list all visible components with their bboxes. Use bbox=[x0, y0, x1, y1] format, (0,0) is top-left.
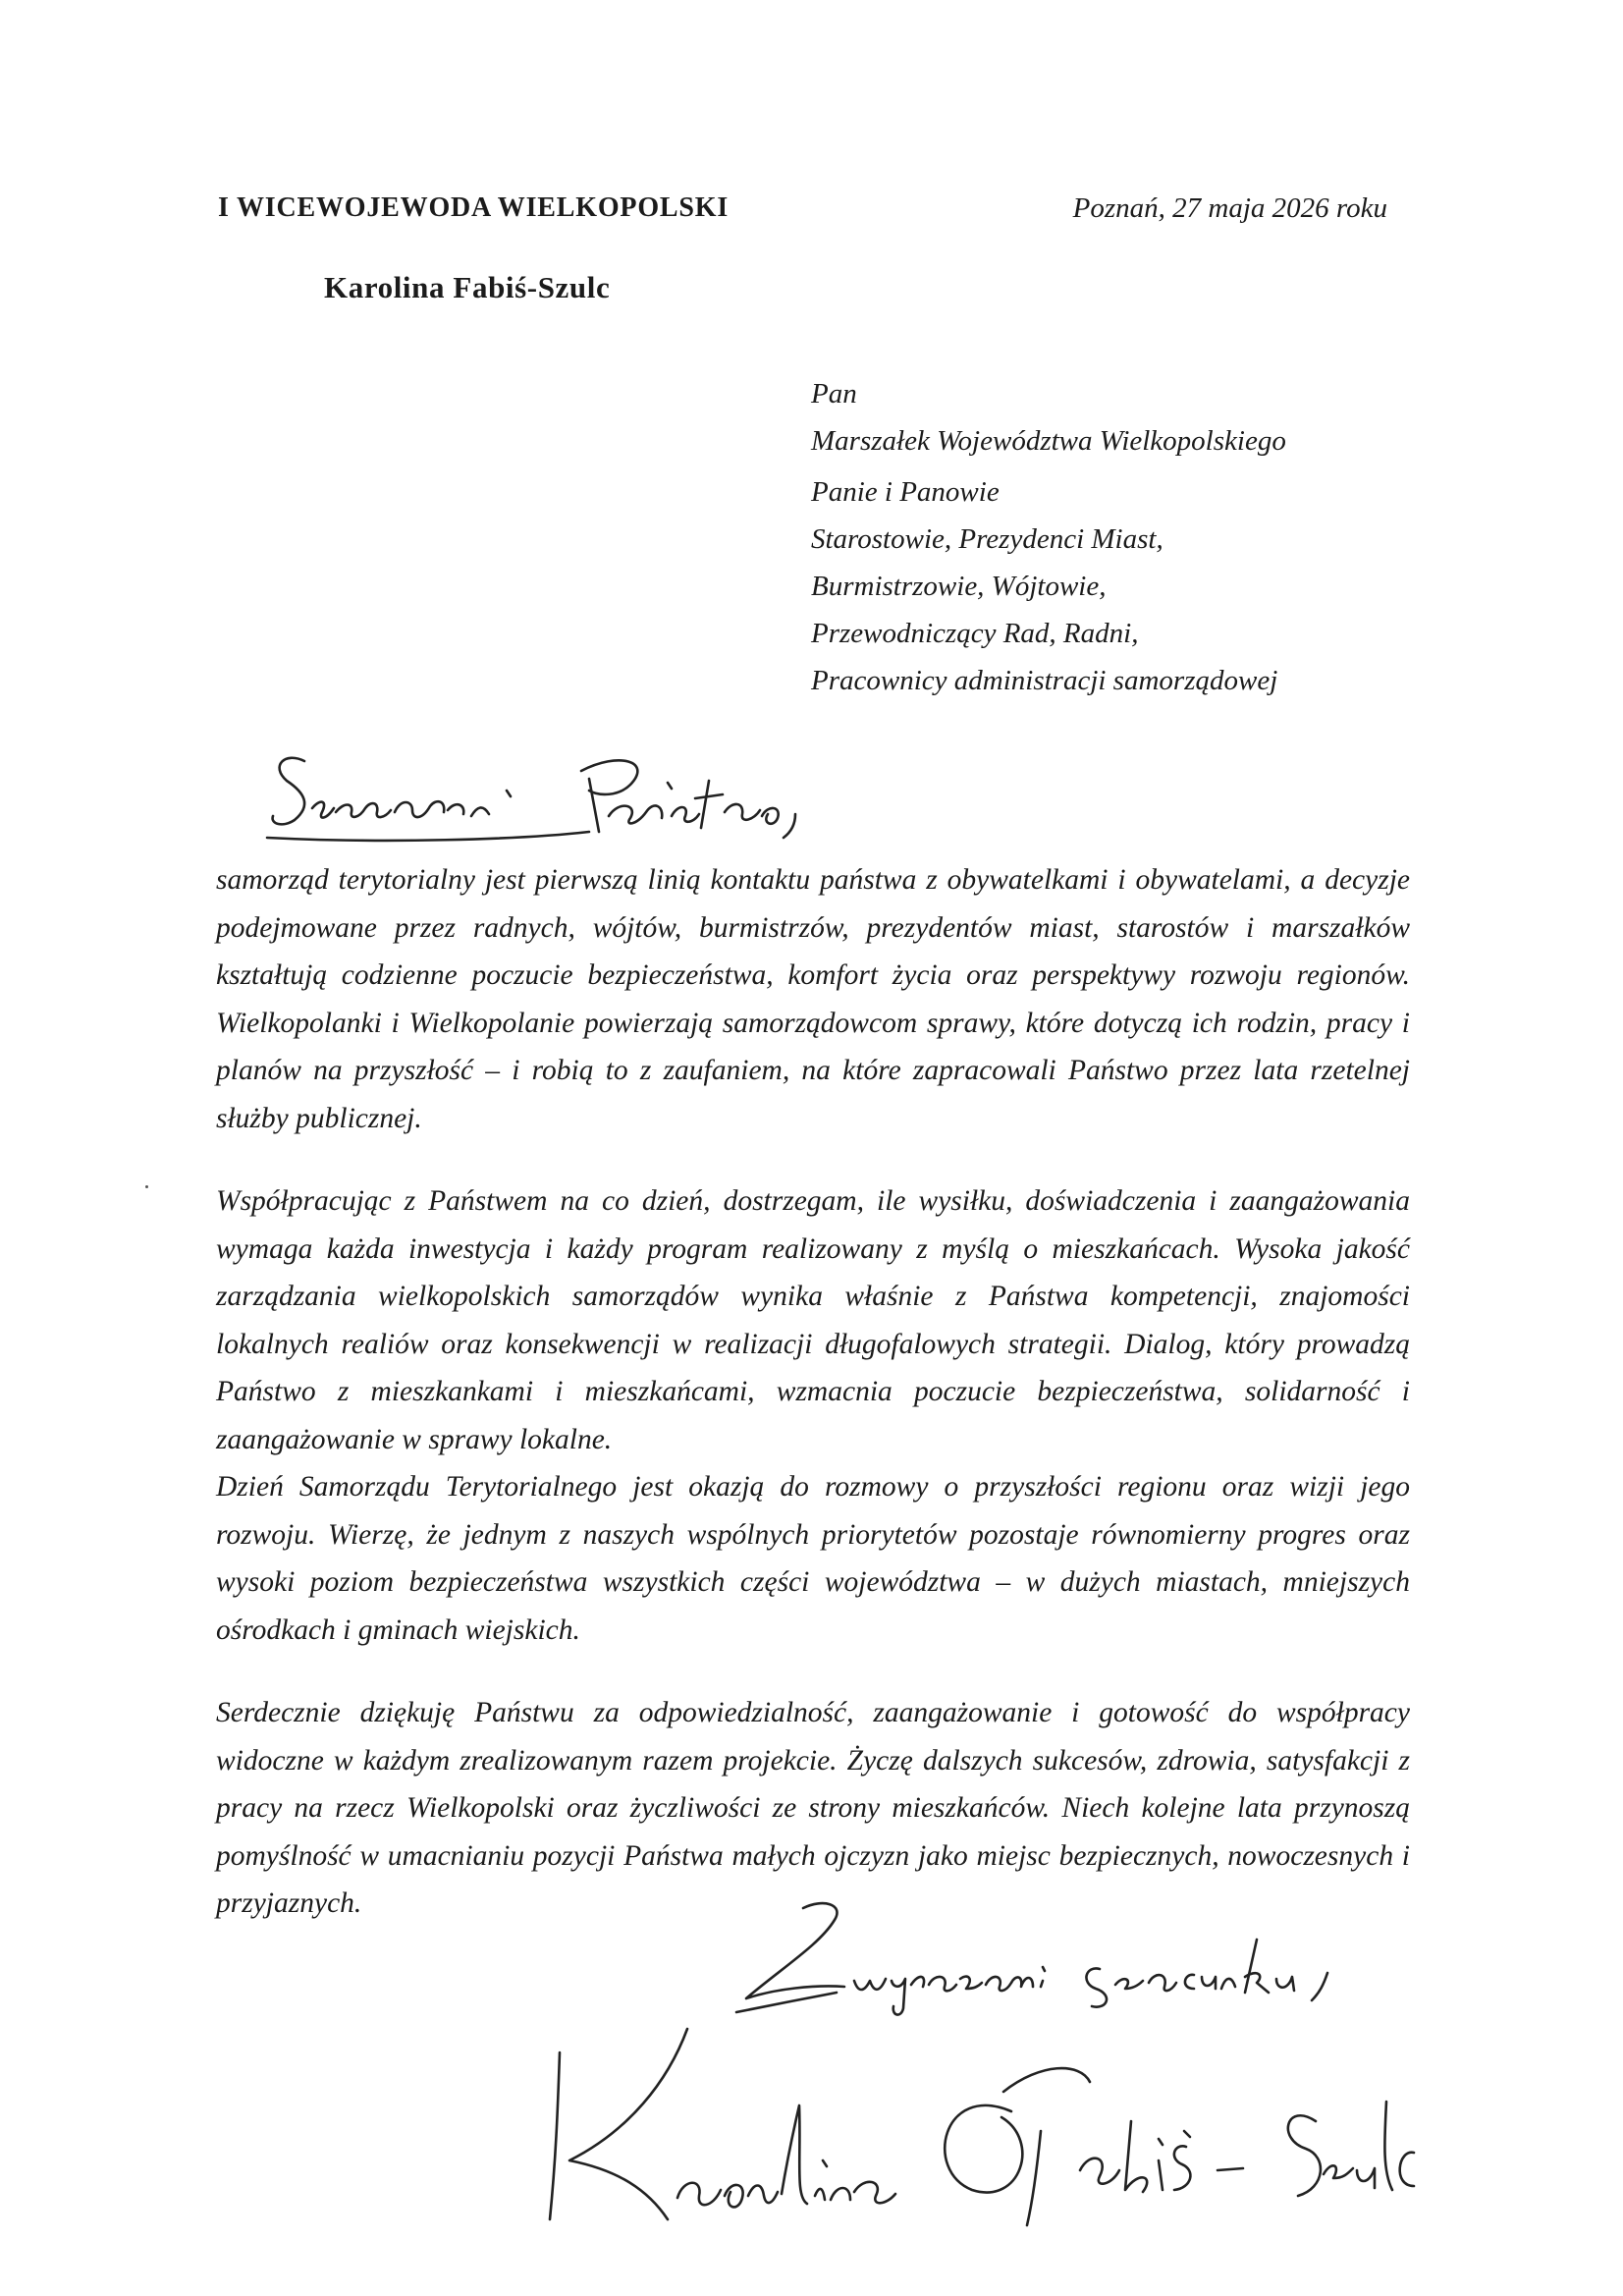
addressee-group-marshal bbox=[811, 370, 1286, 465]
place-and-date: Poznań, 27 maja 2026 roku bbox=[1072, 192, 1387, 224]
handwritten-signature bbox=[530, 2023, 1434, 2249]
addressee-line: Starostowie, Prezydenci Miast, bbox=[811, 523, 1163, 555]
addressee-line: Panie i Panowie bbox=[811, 476, 1000, 508]
addressee-line: Pracownicy administracji samorządowej bbox=[811, 665, 1278, 696]
body-paragraph: samorząd terytorialny jest pierwszą linią kontaktu państwa z obywatelkami i obywatelami, a decyzje podejmowane przez radnych, wójtów, burmistrzów, prezydentów miast, starostów i marszałków kształtują codzienne poczucie bezpieczeństwa, komfort życia oraz perspektywy rozwoju regionów. Wielkopolanki i Wielkopolanie powierzają samorządowcom sprawy, które dotyczą ich rodzin, pracy i planów na przyszłość – i robią to z zaufaniem, na które zapracowali Państwo przez lata rzetelnej służby publicznej. bbox=[216, 864, 1410, 1134]
addressee-line: Przewodniczący Rad, Radni, bbox=[811, 618, 1139, 649]
sender-office: I WICEWOJEWODA WIELKOPOLSKI bbox=[218, 192, 730, 223]
addressee-block bbox=[811, 370, 1286, 708]
addressee-line: Pan bbox=[811, 378, 857, 410]
letter-body bbox=[216, 856, 1410, 1928]
addressee-line: Marszałek Województwa Wielkopolskiego bbox=[811, 425, 1286, 457]
sender-name: Karolina Fabiś-Szulc bbox=[324, 270, 611, 304]
scan-speck bbox=[145, 1185, 148, 1188]
body-paragraph: Współpracując z Państwem na co dzień, dostrzegam, ile wysiłku, doświadczenia i zaangażowania wymaga każda inwestycja i każdy program realizowany z myślą o mieszkańcach. Wysoka jakość zarządzania wielkopolskich samorządów wynika właśnie z Państwa kompetencji, znajomości lokalnych realiów oraz konsekwencji w realizacji długofalowych strategii. Dialog, który prowadzą Państwo z mieszkankami i mieszkańcami, wzmacnia poczucie bezpieczeństwa, solidarność i zaangażowanie w sprawy lokalne. bbox=[216, 1185, 1410, 1455]
addressee-line: Burmistrzowie, Wójtowie, bbox=[811, 571, 1107, 602]
body-paragraph: Dzień Samorządu Terytorialnego jest okazją do rozmowy o przyszłości regionu oraz wizji jego rozwoju. Wierzę, że jednym z naszych wspólnych priorytetów pozostaje równomierny progres oraz wysoki poziom bezpieczeństwa wszystkich części województwa – w dużych miastach, mniejszych ośrodkach i gminach wiejskich. bbox=[216, 1471, 1410, 1646]
handwritten-salutation bbox=[265, 722, 815, 849]
body-paragraph: Serdecznie dziękuję Państwu za odpowiedzialność, zaangażowanie i gotowość do współpracy widoczne w każdym zrealizowanym razem projekcie. Życzę dalszych sukcesów, zdrowia, satysfakcji z pracy na rzecz Wielkopolski oraz życzliwości ze strony mieszkańców. Niech kolejne lata przynoszą pomyślność w umacnianiu pozycji Państwa małych ojczyzn jako miejsc bezpiecznych, nowoczesnych i przyjaznych. bbox=[216, 1697, 1410, 1919]
addressee-group-local-government bbox=[811, 468, 1286, 704]
handwritten-closing bbox=[727, 1890, 1404, 2038]
